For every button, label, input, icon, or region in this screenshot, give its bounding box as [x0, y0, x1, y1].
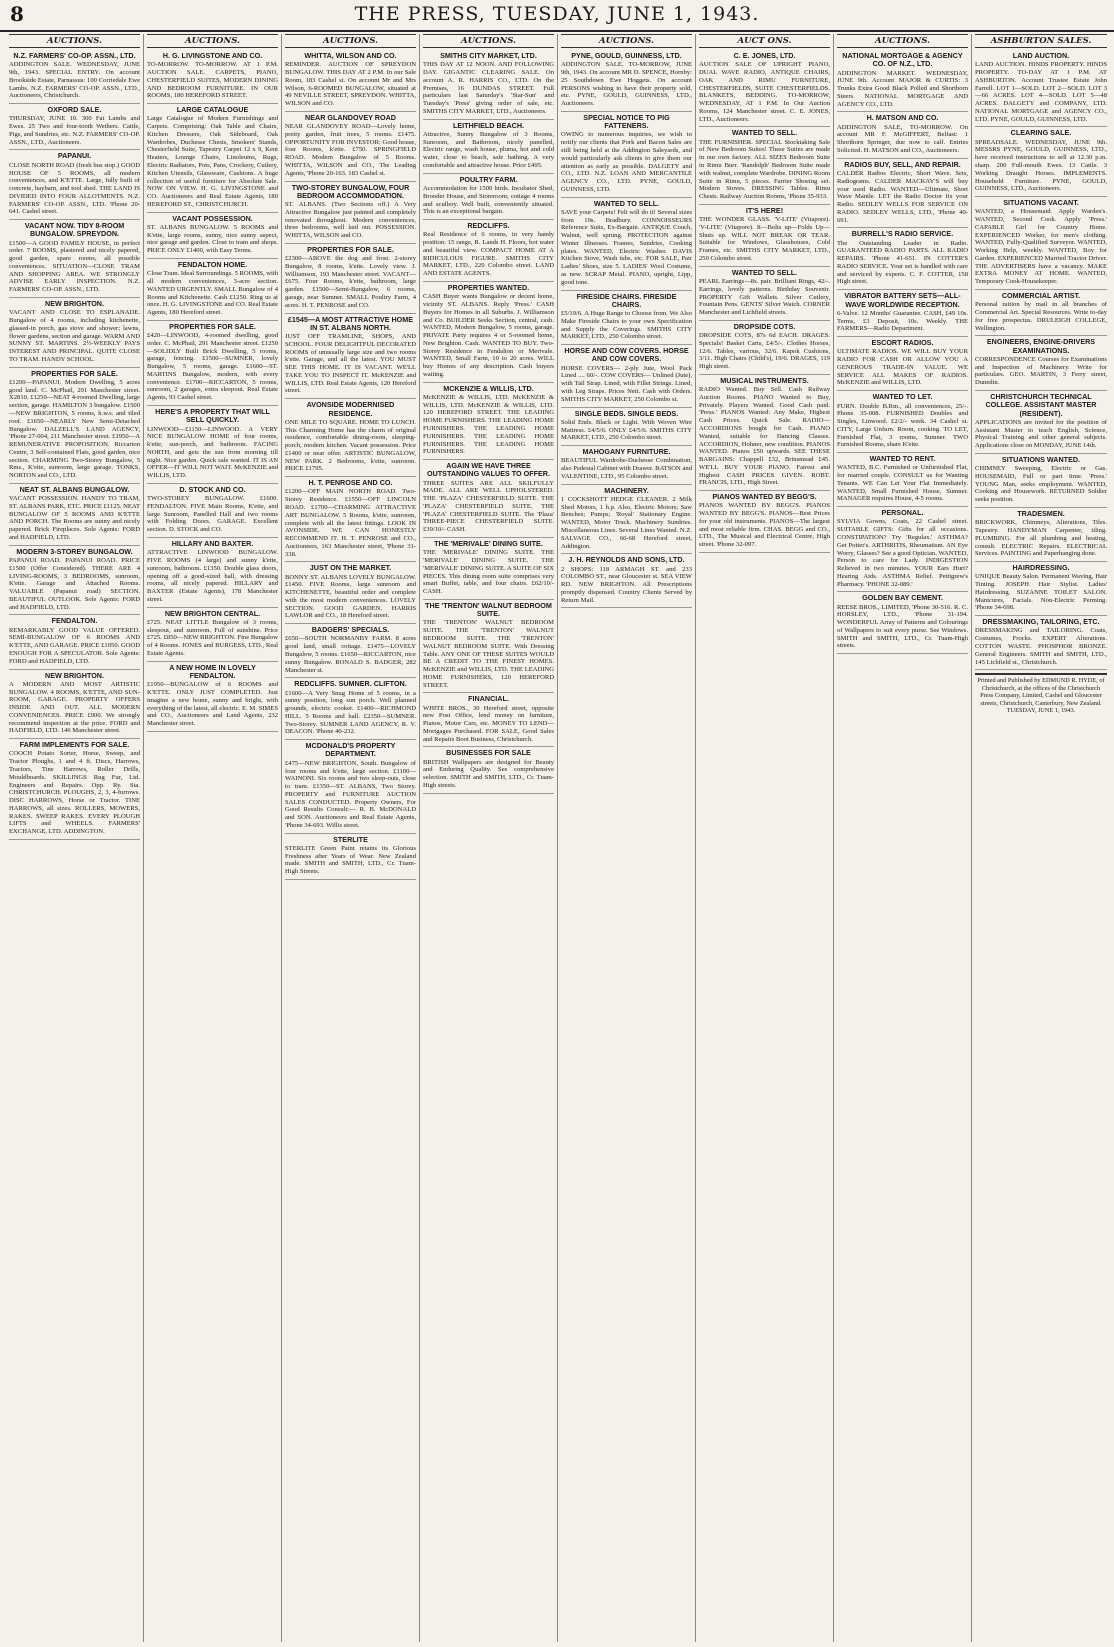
ad-body: FURN. Double B.Rm., all conveniences, 25/-. Phone 35-008. FURNISHED Doubles and Singles, Linwood. £2/2/- week. 34 Cashel st. CITY, Large Unfurn. Room, cooking. TO LET, Furnished Flat, 3 rooms, Sumner. TWO Furnished Rooms, share K'ette.: [837, 402, 968, 449]
ad-body: CLOSE NORTH ROAD (fresh bus stop.) GOOD HOUSE OF 5 ROOMS, all modern conveniences, and K'ETTE. Large, fully built of concrete, haybarn, and tool shed. THE LAND IS DIVIDED INTO FOUR ALLOTMENTS. N.Z. FARMERS' CO-OP. ASSN., LTD. 'Phone 20-641. Cashel street.: [9, 161, 140, 216]
advertisement: [9, 50, 140, 104]
column-heading: AUCTIONS.: [285, 34, 416, 48]
advertisement: [147, 104, 278, 212]
ad-heading: WHITTA, WILSON AND CO.: [304, 51, 397, 60]
advertisement: [837, 337, 968, 391]
ad-body: PIANOS WANTED BY BEGG'S. PIANOS WANTED BY BEGG'S. PIANOS—Best Prices for your old instruments. PIANOS—The largest and most reliable firm. CHAS. BEGG and CO., LTD., The Musical and Electrical Centre, High street. 'Phone 32-097.: [699, 502, 830, 549]
ad-heading: FENDALTON HOME.: [177, 259, 248, 269]
advertisement: [975, 290, 1107, 336]
advertisement: [423, 460, 554, 538]
ad-body: Large Catalogue of Modern Furnishings and Carpets. Comprising: Oak Table and Chairs, Kitchen Dressers, Oak Sideboard, Oak Wardrobes, Duchesse Chests, Smokers' Stands, Chesterfield Suite, Tapestry Carpet 12 x 9, Kent Heaters, Lounge Chairs, Linoleums, Rugs, Electric Radiators, Pots, Pans, Crockery, Cutlery, Kitchen Utensils, Glassware, Cushions. A huge collection of useful furniture for Absolute Sale. NOW ON VIEW. H. G. LIVINGSTONE and CO. Auctioneers and Real Estate Agents, 180 HEREFORD ST., CHRISTCHURCH.: [147, 115, 278, 208]
ad-body: CHIMNEY Sweeping, Electric or Gas. HOUSEMAID, Full or part time. 'Press.' YOUNG Man, seeks employment. WANTED, Cooking and Housework. RETURNED Soldier seeks position.: [975, 465, 1107, 504]
ad-heading: RADIOS BUY, SELL, AND REPAIR.: [844, 159, 961, 169]
advertisement: [837, 453, 968, 507]
advertisement: [285, 562, 416, 624]
ad-heading: SMITHS CITY MARKET, LTD.: [440, 51, 537, 60]
advertisement: [975, 50, 1107, 127]
ad-body: Accommodation for 1500 birds. Incubator Shed, Brooder House, and Storeroom; cottage 4 rooms and scullery. Well built, conveniently situated. This is an exceptional bargain.: [423, 185, 554, 216]
ad-heading: LARGE CATALOGUE: [176, 105, 249, 115]
ad-body: PAPANUI ROAD. PAPANUI ROAD. PRICE £1500 (Offer Considered). THERE ARE 4 LIVING-ROOMS, 3 BEDROOMS, sunroom, K'ette. Garage and Attached Rooms. VALUABLE (Papanui road) SECTION. BEAUTIFUL OUTLOOK. Sole Agents: FORD and HADFIELD, LTD.: [9, 557, 140, 611]
ad-body: £420—LINWOOD, 4-roomed dwelling, good order. C. McPhail, 291 Manchester street. £1250—SOLIDLY Built Brick Dwelling, 5 rooms, garage, fencing. £1500—SUMNER, lovely Bungalow, 5 rooms, garage. £1600—ST. MARTINS Bungalow, modern, with every convenience. £1700—RICCARTON, 5 rooms, sunroom, 2 garages, extra sleepout. Real Estate Agents, 93 Cashel street.: [147, 332, 278, 402]
advertisement: [837, 112, 968, 158]
ad-body: 2 SHOPS: 118 ARMAGH ST. and 233 COLOMBO ST., near Gloucester st. SEA VIEW RD. NEW BRIGHTON. All Prescriptions promptly dispensed. Country Clients Served by Return Mail.: [561, 565, 692, 604]
advertisement: [285, 50, 416, 112]
advertisement: [285, 244, 416, 314]
ad-heading: HAIRDRESSING.: [1012, 563, 1070, 573]
advertisement: [561, 485, 692, 555]
ad-body: REMINDER. AUCTION OF SPREYDON BUNGALOW. THIS DAY AT 2 P.M. In our Sale Room, 183 Cashel st. On account Mr and Mrs Wilson, 6-ROOMED BUNGALOW, situated at 49 NEVILLE STREET, SPREYDON. WHITTA, WILSON and CO.: [285, 61, 416, 108]
ad-heading: NEW BRIGHTON.: [45, 299, 104, 309]
ad-heading: A NEW HOME IN LOVELY FENDALTON.: [169, 662, 256, 681]
ad-heading: LEITHFIELD BEACH.: [452, 120, 525, 130]
advertisement: [9, 298, 140, 368]
ad-heading: ESCORT RADIOS.: [871, 338, 934, 348]
ad-heading: PROPERTIES FOR SALE.: [31, 368, 118, 378]
ad-body: THURSDAY, JUNE 10. 300 Fat Lambs and Ewes. 25 Two and four-tooth Wethers. Cattle, Pigs, and Sundries, etc. N.Z. FARMERS' CO-OP. ASSN., LTD., Auctioneers.: [9, 115, 140, 146]
ad-body: 1 COCKSHOTT HEDGE CLEANER. 2 Milk Shed Motors, 1 h.p. Also, Electric Motors; Saw Benches; Pumps; 'Royal' Stationary Engine. WANTED, Motor Truck. Machinery Sundries. Miscellaneous Lines. Several Lines Wanted. N.Z. SALVAGE CO., 66-68 Hereford street, Addington.: [561, 495, 692, 550]
ad-body: BONNY ST. ALBANS LOVELY BUNGALOW. £1450. FIVE Rooms, large sunroom and KITCHENETTE, beautiful order and complete with the most modern conveniences. LOVELY SECTION. GOOD GARDEN. HARRIS LAWLOR and CO., 18 Hereford street.: [285, 573, 416, 620]
ad-heading: AVONSIDE MODERNISED RESIDENCE.: [306, 400, 395, 418]
advertisement: [9, 546, 140, 616]
advertisement: [285, 477, 416, 562]
ad-heading: D. STOCK AND CO.: [179, 484, 246, 494]
advertisement: [837, 592, 968, 654]
ad-heading: WANTED TO SELL.: [593, 198, 660, 208]
column-2: [144, 34, 282, 1642]
ad-heading: NEAT ST. ALBANS BUNGALOW.: [19, 484, 130, 494]
ad-heading: BADGERS' SPECIALS.: [311, 625, 390, 635]
advertisement: [9, 670, 140, 740]
advertisement: [699, 50, 830, 127]
column-heading: AUCTIONS.: [561, 34, 692, 48]
ad-heading: LAND AUCTION.: [1012, 51, 1070, 60]
ad-heading: FIRESIDE CHAIRS. FIRESIDE CHAIRS.: [576, 291, 677, 309]
column-heading: AUCTIONS.: [147, 34, 278, 48]
ad-heading: NEW BRIGHTON.: [45, 670, 104, 680]
advertisement: [147, 484, 278, 538]
advertisement: [9, 150, 140, 220]
advertisement: [285, 624, 416, 678]
ad-heading: THE 'TRENTON' WALNUT BEDROOM SUITE.: [425, 600, 552, 619]
advertisement: [699, 491, 830, 553]
advertisement: [837, 50, 968, 112]
ad-body: £1500—A GOOD FAMILY HOUSE, in perfect order. 7 ROOMS, plastered and nicely papered, good garden, spare rooms, all possible conveniences. SITUATION—CLOSE TRAM AND SHOPPING AREA. WE STRONGLY ADVISE EARLY INSPECTION. N.Z. FARMERS' CO-OP. ASSN., LTD.: [9, 239, 140, 294]
ad-heading: BURRELL'S RADIO SERVICE.: [851, 229, 954, 239]
ad-heading: SITUATIONS VACANT.: [1003, 198, 1079, 208]
advertisement: [147, 259, 278, 321]
ad-heading: MACHINERY.: [604, 485, 649, 495]
advertisement: [423, 220, 554, 282]
ad-heading: WANTED TO SELL.: [731, 267, 798, 277]
ad-heading: H. G. LIVINGSTONE AND CO.: [162, 51, 263, 60]
ad-heading: MUSICAL INSTRUMENTS.: [720, 375, 809, 385]
ad-heading: POULTRY FARM.: [459, 174, 518, 184]
advertisement: [423, 120, 554, 174]
ad-body: NEAR GLANDOVEY ROAD—Lovely home, pretty garden, fruit trees, 5 rooms. £1475. OPPORTUNITY FOR INVESTOR: Good house, four Rooms, k'ette. £750. SPRINGFIELD ROAD. Modern Bungalow of 5 Rooms. WHITTA, WILSON and CO., The Leading Agents, 'Phone 20-163. 183 Cashel st.: [285, 123, 416, 177]
advertisement: [699, 321, 830, 375]
ad-body: BRICKWORK, Chimneys, Alterations, Tiles. Tapestry. HANDYMAN Carpenter, tiling. PLUMBING. For all plumbing and heating, consult. ELECTRIC Repairs. ELECTRICAL Services. PAINTING and Paperhanging done.: [975, 519, 1107, 558]
column-8: [972, 34, 1110, 1642]
column-heading: AUCTIONS.: [423, 34, 554, 48]
column-5: [558, 34, 696, 1642]
advertisement: [561, 291, 692, 346]
ad-body: VACANT POSSESSION. HANDY TO TRAM, ST. ALBANS PARK, ETC. PRICE £1125. NEAT BUNGALOW OF 5 ROOMS AND K'ETTE AND PORCH. The Rooms are sunny and nicely papered. Brick Fireplaces. Sole Agents: FORD and HADFIELD, LTD.: [9, 495, 140, 541]
ad-body: £650—SOUTH NORMANBY FARM. 8 acres good land, small cottage. £1475—LOVELY Bungalow, 5 rooms. £1650—RICCARTON, nice sunny Bungalow. RONALD S. BADGER, 282 Manchester st.: [285, 635, 416, 674]
ad-body: JUST OFF TRAMLINE, SHOPS, AND SCHOOL. FOUR DELIGHTFUL DECORATED ROOMS of unusually large size and two rooms k'ette. Garage, and all the latest. YOU MUST SEE THIS HOME. IT IS VACANT. WE'LL TAKE YOU TO INSPECT IT. McKENZIE and WILLIS, LTD. Real Estate Agents, 120 Hereford street.: [285, 333, 416, 395]
ad-body: £1950—BUNGALOW of 6 ROOMS and K'ETTE. ONLY JUST COMPLETED. Just imagine a new home, sunny and bright, with everything of the latest, all electric. E. M. SIMES and CO., Auctioneers and Land Agents, 232 Manchester street.: [147, 681, 278, 728]
ad-body: TWO-STOREY BUNGALOW. £1600. FENDALTON. FIVE Main Rooms, K'ette, and large Sunroom, Panelled Hall and two rooms with Folding Doors. GARAGE. Excellent section. D. STOCK and CO.: [147, 495, 278, 534]
ad-heading: HORSE AND COW COVERS. HORSE AND COW COVERS.: [564, 346, 689, 364]
ad-heading: CLEARING SALE.: [1010, 128, 1072, 138]
ad-body: LINWOOD—£1150—LINWOOD. A VERY NICE BUNGALOW HOME of four rooms, k'ette, sun-porch, and bathroom. FACING NORTH, and gets the sun from morning till night. Nice garden. Quick sale wanted. IT IS AN OFFER—IT WILL NOT WAIT. McKENZIE and WILLIS, LTD.: [147, 425, 278, 480]
ad-heading: BUSINESSES FOR SALE: [446, 748, 531, 758]
advertisement: [423, 50, 554, 120]
column-heading: AUCTIONS.: [837, 34, 968, 48]
column-7: [834, 34, 972, 1642]
ad-body: THE 'MERIVALE' DINING SUITE. THE 'MERIVALE' DINING SUITE. THE 'MERIVALE' DINING SUITE. A SUITE OF SIX PIECES. This dining room suite comprises very smart Buffet, table, and four chairs. £62/10/- CASH.: [423, 549, 555, 596]
ad-body: ADDINGTON SALE. TO-MORROW, JUNE 9th, 1943. On account MR D. SPENCE, Hornby: 25 Southdown Ewe Hoggets. On account PERSONS wishing to have their property sold, etc. PYNE, GOULD, GUINNESS, LTD., Auctioneers.: [561, 61, 692, 108]
advertisement: [423, 747, 554, 793]
advertisement: [285, 399, 416, 477]
ad-heading: MCDONALD'S PROPERTY DEPARTMENT.: [305, 741, 396, 759]
ad-body: CASH Buyer wants Bungalow or decent home, vicinity ST. ALBANS. Reply 'Press.' CASH Buyers for Homes in all Suburbs. J. Williamson and Co. BUILDER Seeks Section, central, cash. WANTED, Modern Bungalow, 5 rooms, garage. PRIVATE Party requires 4 or 5-roomed home, New Brighton. Cash. WANTED TO BUY. Two-Storey Residence in Fendalton or Merivale. WANTED, Small Farm, 10 to 20 acres. WILL buy Homes of any description. Cash buyers waiting.: [423, 293, 554, 378]
advertisement: [561, 554, 692, 608]
ad-heading: SINGLE BEDS. SINGLE BEDS.: [574, 408, 679, 418]
ad-body: APPLICATIONS are invited for the position of Assistant Master to teach English, Science, Physical Training and other general subjects. Applications close on MONDAY, JUNE 14th.: [975, 418, 1107, 450]
ad-heading: JUST ON THE MARKET.: [309, 563, 392, 573]
ad-body: THE 'TRENTON' WALNUT BEDROOM SUITE. THE 'TRENTON' WALNUT BEDROOM SUITE. THE 'TRENTON' WALNUT BEDROOM SUITE. With Dressing Table. ANY ONE OF THESE SUITES WOULD BE A CREDIT TO THE FINEST HOMES. McKENZIE and WILLIS, LTD. THE LEADING HOME FURNISHERS, 120 HEREFORD STREET.: [423, 619, 554, 689]
ad-heading: PROPERTIES FOR SALE.: [169, 321, 256, 331]
ad-body: £2300—ABOVE the dog and frost. 2-storey Bungalow, 8 rooms, k'ette. Lovely view. J. Williamson, 193 Manchester street. VACANT—£675. Four Rooms, k'ette, bathroom, large garden. £1500—Semi-Bungalow, 6 rooms, garage, near Sumner. SMALL Poultry Farm, 4 acres. H. T. PENROSE and CO.: [285, 255, 416, 309]
advertisement: [975, 562, 1107, 616]
imprint-footer: [975, 673, 1107, 715]
advertisement: [837, 159, 968, 229]
ad-body: LAND AUCTION. HINDS PROPERTY. HINDS PROPERTY. TO-DAY AT 1 P.M. AT ASHBURTON. Account Trustee Estate John Farrell. LOT 1—SOLD. LOT 2—SOLD. LOT 3—66 ACRES. LOT 4—SOLD. LOT 5—48 ACRES. DALGETY and COMPANY, LTD. NATIONAL MORTGAGE and AGENCY CO., LTD. PYNE, GOULD, GUINNESS, LTD.: [975, 61, 1107, 123]
advertisement: [975, 127, 1107, 197]
ad-body: BRITISH Wallpapers are designed for Beauty and Enduring Quality. See comprehensive selection. SMITH and SMITH, LTD., Cr. Tuam-High streets.: [423, 758, 554, 790]
ad-body: RADIO Wanted. Buy Sell. Cash Railway Auction Rooms. PIANO Wanted to Buy, Privately. Players Wanted. Good Cash paid. 'Press.' PIANOS Wanted: Any Make, Highest Cash Prices. Quick Sale. RADIO—ACCORDIONS bought for Cash. PIANO Wanted, suitable for Dancing Classes. ACCORDION, Hohner, new condition. PIANOS WANTED. Pianos £50 upwards. SEE THESE BARGAINS: Chappell £32, Brinsmead £45. WE'LL BUY YOUR PIANO. Fairest and Highest CASH PRICES GIVEN. ROBT. FRANCIS, LTD., High Street.: [699, 386, 830, 487]
advertisement: [285, 678, 416, 740]
ad-body: DRESSMAKING and TAILORING. Coats, Costumes, Frocks. EXPERT Alterations. COTTON WASTE. PHOSPHOR BRONZE. General Engineers. SMITH and SMITH, LTD., 145 Lichfield st., Christchurch.: [975, 627, 1107, 666]
ad-heading: HERE'S A PROPERTY THAT WILL SELL QUICKLY.: [155, 406, 270, 425]
ad-heading: REDCLIFFS. SUMNER. CLIFTON.: [294, 679, 407, 689]
advertisement: [9, 368, 140, 484]
ad-body: 6-Valve. 12 Months' Guarantee. CASH, £49 10s. Terms, £3 Deposit, 10s. Weekly. THE FARMERS—Radio Department.: [837, 309, 968, 333]
ad-heading: FARM IMPLEMENTS FOR SALE.: [19, 740, 130, 750]
ad-heading: H. T. PENROSE AND CO.: [308, 478, 393, 488]
column-4: [420, 34, 558, 1642]
ad-body: ULTIMATE RADIOS. WE WILL BUY YOUR RADIO FOR CASH OR ALLOW YOU A GENEROUS TRADE-IN VALUE. WE SERVICE ALL MAKES OF RADIOS. McKENZIE and WILLIS, LTD.: [837, 348, 968, 387]
ad-body: SYLVIA Gowns, Coats, 22 Cashel street. SUITABLE GIFTS: Gifts for all occasions. CONSTIPATION? Try 'Regulax.' ASTHMA? Get Potter's. ARTHRITIS, Rheumatism. AN Eye Worry, Glasses? See a good Optician. WANTED, Person to care for Lady. INDIGESTION Relieved in two minutes. YOUR Ears Hurt? Hearing Aids. ASTHMA Relief. Pettigrew's Pharmacy. 'PHONE 32-089.': [837, 518, 968, 588]
ad-body: HORSE COVERS— 2-ply Jute, Wool Pack Lined .... 60/-. COW COVERS— Unlined (Jute), with Tail Strap. Lined, with Fillet Strings. Lined, with Leg Straps. Prices Nett. Cash with Orders. SMITHS CITY MARKET, 250 Colombo st.: [561, 364, 692, 403]
ad-heading: ENGINEERS, ENGINE-DRIVERS EXAMINATIONS.: [986, 337, 1096, 355]
ad-heading: COMMERCIAL ARTIST.: [1001, 290, 1081, 300]
ad-body: Real Residence of 6 rooms, in very handy position. 15 range, R. Lands H. Floors, hot water and beautiful view. COMPACT HOME AT A RIDICULOUS FIGURE. SMITHS CITY MARKET, LTD., 220 Colombo street. LAND AND ESTATE AGENTS.: [423, 231, 554, 278]
ad-heading: SPECIAL NOTICE TO PIG FATTENERS.: [583, 112, 670, 131]
ad-heading: THE 'MERIVALE' DINING SUITE.: [434, 539, 543, 548]
ad-heading: PROPERTIES WANTED.: [447, 282, 530, 292]
advertisement: [147, 406, 278, 484]
masthead: [0, 0, 1114, 32]
ad-body: A MODERN AND MOST ARTISTIC BUNGALOW. 4 ROOMS, K'ETTE, AND SUN-ROOM, GARAGE. PROPERTY OFFERS INSIDE AND OUT. ALL MODERN CONVENIENCES. PRICE £900. We strongly recommend inspection at the price. FORD and HADFIELD, LTD. 146 Manchester street.: [9, 680, 140, 735]
ad-body: Personal tuition by mail in all branches of Commercial Art. Special Resources. Write to-day for free prospectus. DRULEIGH COLLEGE, Wellington.: [975, 301, 1107, 332]
ad-body: PEARL Earrings—8s. pair. Brilliant Rings, 42/-. Earrings, lovely patterns. Birthday Souvenir. PROPERTY Gift Wallets. Silver Cutlery, Fountain Pens. GENTS' Silver Watch. CORNER Manchester and Lichfield streets.: [699, 277, 830, 317]
ad-body: CALDER Radios Electric, Short Wave. Sets, Radiograms. CALDER MACKAY'S will buy your used Radio. WANTED—Ultimate, Short Wave Mantle. LET the Radio Doctor fix your Radio. SEDLEY WELLS FOR SERVICE ON RADIO. SEDLEY WELLS, LTD., 'Phone 40-691.: [837, 170, 968, 224]
advertisement: [561, 345, 692, 407]
advertisement: [837, 290, 968, 337]
advertisement: [9, 220, 140, 298]
advertisement: [699, 375, 830, 491]
advertisement: [423, 383, 554, 460]
ad-heading: PIANOS WANTED BY BEGG'S.: [712, 492, 817, 502]
ad-body: ADDINGTON SALE, TO-MORROW. On account MR F. McGIFFERT, Belfast: 1 Shorthorn Springer, due now to calf. Entries Solicited. H. MATSON and CO., Auctioneers.: [837, 123, 968, 154]
advertisement: [147, 662, 278, 732]
advertisement: [561, 112, 692, 198]
ad-body: UNIQUE Beauty Salon. Permanent Waving, Hair Tinting. JOSEPH Hair Stylist. Ladies' Hairdressing. SUZANNE TOILET SALON. Manicures, Facials. Non-Electric Perming. 'Phone 34-698.: [975, 573, 1107, 612]
ad-body: ADDINGTON SALE. WEDNESDAY, JUNE 9th, 1943. SPECIAL ENTRY. On account Brookside Estate, Parnassus: 100 Corriedale Ewe Lambs. N.Z. FARMERS' CO-OP. ASSN., LTD., Auctioneers, Christchurch.: [9, 61, 140, 100]
advertisement: [147, 538, 278, 608]
ad-heading: MODERN 3-STOREY BUNGALOW.: [16, 546, 133, 556]
ad-body: Solid Ends. Black or Light. With Woven Wire Mattress. £4/5/6. ONLY £4/5/6. SMITHS CITY MARKET, LTD., 250 Colombo street.: [561, 418, 692, 442]
ad-heading: HILLARY AND BAXTER.: [171, 539, 254, 548]
advertisement: [9, 739, 140, 840]
imprint-text: Printed and Published by EDMUND R. HYDE, of Christchurch, at the offices of the Christchurch Press Company, Limited, Cashel and Gloucester streets, Christchurch, Canterbury, New Zealand.: [977, 677, 1105, 707]
ad-body: REMARKABLY GOOD VALUE OFFERED. SEMI-BUNGALOW OF 6 ROOMS AND K'ETTE, AND GARAGE. PRICE £1050. GOOD ENOUGH FOR A SPECULATOR. Sole Agents: FORD and HADFIELD, LTD.: [9, 626, 140, 665]
advertisement: [9, 104, 140, 150]
advertisement: [147, 50, 278, 104]
ad-body: CORRESPONDENCE Courses for Examinations and Inspection of Machinery. Write for particulars. GEO. MARTIN, 3 Ferry street, Dunedin.: [975, 355, 1107, 387]
advertisement: [285, 834, 416, 880]
ad-body: £725. NEAT LITTLE Bungalow of 3 rooms, sleepout, and sunroom. Full of sunshine. Price £725. £850—NEW BRIGHTON. Fine Bungalow of 4 Rooms. JONES and BURGESS, LTD., Real Estate Agents.: [147, 618, 278, 657]
ad-body: VACANT AND CLOSE TO ESPLANADE. Bungalow of 4 rooms, including kitchenette, glassed-in porch, gas stove and shower; lawns, flower gardens, section and garage. WARM AND SUNNY ST. MARTINS. 2½-WEEKLY PAYS INTEREST AND PRINCIPAL. QUITE CLOSE TO TRAM. HANDY SCHOOL.: [9, 309, 140, 363]
advertisement: [975, 454, 1107, 508]
ad-body: COOCH Potato Sorter, Horse, Sweep, and Tractor Ploughs, 1 and 4 ft. Discs, Harrows, Tractors, Tine Harrows, Roller Drills, Mouldboards. SKILLINGS Rug Fur, Ltd. Engineers and Repairs. Opp. Ry. Sta. CHRISTCHURCH. PLOUGHS, 2, 3, 4-furrows. DISC HARROWS, Horse or Tractor. TINE HARROWS, all sizes. ROLLERS, MOWERS, RAKES. SWEEP RAKES. EVERY PLOUGH LIFTS and WHEELS. FARMERS' EXCHANGE, LTD. ADDINGTON.: [9, 750, 140, 836]
ad-heading: IT'S HERE!: [745, 205, 784, 215]
page-number: 8: [10, 2, 24, 26]
ad-heading: MAHOGANY FURNITURE.: [582, 447, 671, 457]
advertisement: [837, 391, 968, 453]
column-heading: ASHBURTON SALES.: [975, 34, 1107, 48]
advertisement: [975, 197, 1107, 290]
ad-heading: DRESSMAKING, TAILORING, ETC.: [982, 617, 1100, 627]
advertisement: [147, 608, 278, 662]
advertisement: [285, 112, 416, 182]
advertisement: [699, 267, 830, 321]
ad-body: Close Tram. Ideal Surroundings. 5 ROOMS, with all modern conveniences, 3-acre section. WANTED URGENTLY. SMALL Bungalow of 4 Rooms and Kitchenette. Cash £1250. Ring us at once. H. G. LIVINGSTONE and CO. Real Estate Agents, 180 Hereford street.: [147, 270, 278, 317]
ad-body: WANTED, a Housemaid. Apply Warden's. WANTED, Second Cook. Apply 'Press.' CAPABLE Girl for Country Home. EXPERIENCED Worker, for men's clothing. WANTED, Fully-Qualified Surveyor. WANTED, Working Help, weekly. WANTED, Boy for Garden. EXPERIENCED Married Tractor Driver. THE ADVERTISERS have a vacancy. MAKE EXTRA MONEY AT HOME. WANTED, Temporary Cook-Housekeeper.: [975, 208, 1107, 286]
ad-heading: PYNE, GOULD, GUINNESS, LTD.: [571, 51, 682, 60]
advertisement: [285, 182, 416, 244]
advertisement: [423, 174, 554, 220]
ad-heading: FINANCIAL.: [468, 694, 509, 704]
ad-heading: DROPSIDE COTS.: [733, 321, 796, 331]
ad-heading: £1545—A MOST ATTRACTIVE HOME IN ST. ALBANS NORTH.: [287, 314, 414, 332]
advertisement: [837, 228, 968, 290]
ad-body: £1200—OFF MAIN NORTH ROAD. Two-Storey Residence. £1550—OFF LINCOLN ROAD. £1700—CHARMING ATTRACTIVE ART BUNGALOW. 5 Rooms, k'ette, sunroom, complete with all the latest fittings. LOOK IN AVONSIDE. WE CAN HONESTLY RECOMMEND IT. H. T. PENROSE and CO., Auctioneers, 163 Manchester street, 'Phone 31-338.: [285, 488, 416, 558]
column-heading: AUCT ONS.: [699, 34, 830, 48]
ad-body: OWING to numerous inquiries, we wish to notify our clients that Pork and Bacon Sales are still being held at the Addington Saleyards, and would particularly ask clients to give them our attention as early as possible. DALGETY and CO., LTD. N.Z. LOAN AND MERCANTILE AGENCY CO., LTD. PYNE, GOULD, GUINNESS, LTD.: [561, 131, 692, 193]
ad-body: £475—NEW BRIGHTON, South. Bungalow of four rooms and k'ette, large section. £1100—WAINONI. Six rooms and two sleep-outs, close to tram. £1350—ST. ALBANS, Two Storey. PROPERTY and FURNITURE AUCTION SALES CONDUCTED. Property Owners, For Good Results Consult:— R. B. McDONALD and SON. Auctioneers and Real Estate Agents, 'Phone 34-693. Willis street.: [285, 759, 416, 829]
advertisement: [147, 213, 278, 259]
ad-heading: GOLDEN BAY CEMENT.: [862, 593, 943, 603]
ad-heading: VACANT POSSESSION.: [172, 213, 253, 223]
ad-body: ATTRACTIVE LINWOOD BUNGALOW. FIVE ROOMS (4 large) and sunny k'ette, sunroom, bathroom. £1350. Double glass doors, opening off a good-sized hall, with dressing rooms, all nicely papered. HILLARY and BAXTER (Estate Agents), 178 Manchester street.: [147, 549, 278, 603]
ad-heading: H. MATSON AND CO.: [866, 113, 939, 123]
advertisement: [699, 127, 830, 204]
advertisement: [837, 507, 968, 592]
advertisement: [147, 321, 278, 406]
ad-body: WANTED, B.C. Furnished or Unfurnished Flat, for married couple. CONSULT us for Wanting Tenants. WE Can Let Your Flat Immediately. WANTED, Small Furnished House, Sumner. MANAGER requires House, 4-5 rooms.: [837, 464, 968, 503]
ad-heading: WANTED TO RENT.: [869, 454, 936, 464]
newspaper-title: THE PRESS, TUESDAY, JUNE 1, 1943.: [354, 3, 760, 25]
ad-body: DROPSIDE COTS, 87s 6d EACH. DRAGES. Specials! Basket Carts, £4/5/-. Clothes Horses, 12/6. Tables, various, 32/6. Kapok Cushions, 3/11. High Chairs (Child's), 19/6. DRAGES, 119 High street.: [699, 332, 830, 371]
imprint-date: TUESDAY, JUNE 1, 1943.: [1006, 707, 1076, 715]
ad-heading: C. E. JONES, LTD.: [733, 51, 796, 60]
ad-heading: STERLITE: [333, 834, 368, 844]
advertisement: [423, 693, 554, 747]
ad-body: STERLITE Green Paint retains its Glorious Freshness after Years of Wear. New Zealand made. SMITH and SMITH, LTD., Cr. Tuam-High Streets.: [285, 844, 416, 876]
ad-heading: VACANT NOW. TIDY 8-ROOM BUNGALOW. SPREYDON.: [24, 221, 125, 239]
ad-heading: MCKENZIE & WILLIS, LTD.: [443, 383, 534, 393]
ad-body: The Outstanding Leader in Radio. GUARANTEED RADIO PARTS. ALL RADIO REPAIRS. 'Phone 41-651. IN COTTER'S RADIO SERVICE. Your set is handled with care and serviced by experts. C. F. COTTER, 158 High street.: [837, 239, 968, 286]
ad-heading: SITUATIONS WANTED.: [1001, 454, 1081, 464]
ad-body: £1200—PAPANUI. Modern Dwelling, 5 acres good land. C. McPhail, 291 Manchester street. X2810. £1250—NEAT 4-roomed Dwelling, large section, garage. HAMILTON 3 bungalow. £1500—NEW BRIGHTON, 5 rooms, h.w.s. and tiled roof. £1650—NEARLY New Semi-Detached Bungalow. DALZELL'S LAND AGENCY, 'Phone 27-004, 211 Manchester street. £1950—A REMUNERATIVE PROPOSITION. Riccarton Centre, 3 Self-contained Flats, good garden, nice section. CHARMING Two-Storey Bungalow, 5 Rms., K'ette, sunroom, large garage. TONKS, NORTON and CO., LTD.: [9, 378, 140, 480]
ad-heading: FENDALTON.: [51, 616, 98, 626]
ad-heading: WANTED TO SELL.: [731, 128, 798, 138]
advertisement: [423, 538, 554, 600]
advertisement: [561, 446, 692, 485]
classified-columns: [6, 34, 1110, 1642]
ad-body: THE FURNISHER. SPECIAL Stocktaking Sale of New Bedroom Suites! These Suites are made in our own factory. ALL SIZES Bedroom Suite in Rimu Burr. 'Randolph' Bedroom Suite made with walnut, complete Wardrobe. DINING Room Suite in Rimu, 5 pieces. Farrier Shoeing set. Modern Stoves. DRESSING Tables. Rimu Chests. Railway Auction Rooms, 'Phone 35-933.: [699, 138, 830, 201]
ad-heading: REDCLIFFS.: [467, 221, 510, 231]
ad-body: REESE BROS., LIMITED, 'Phone 30-516. R. C. HORSLEY, LTD., 'Phone 31-194. WONDERFUL Array of Patterns and Colourings of Wallpapers to suit every purse. See Windows. SMITH and SMITH, LTD., Cr. Tuam-High streets.: [837, 603, 968, 650]
advertisement: [285, 740, 416, 833]
advertisement: [9, 484, 140, 546]
ad-heading: NEAR GLANDOVEY ROAD: [305, 112, 396, 122]
ad-heading: CHRISTCHURCH TECHNICAL COLLEGE. ASSISTANT MASTER (RESIDENT).: [985, 391, 1097, 418]
column-3: [282, 34, 420, 1642]
ad-heading: N.Z. FARMERS' CO-OP. ASSN., LTD.: [13, 51, 136, 60]
ad-body: SAVE your Carpets! Felt will do it! Several sizes from 10s. Bradbury. CONNOISSEURS Reference Suits, Ex-Bargain. ANTIQUE Couch, Walnut, well sprung. PROTECTION against Winter Illnesses. Frames, Sundries, Cooking plates. WANTED, Electric Washer. DAVIS Kitchen Stove, Wash tubs, etc. FOR SALE, Pair Ladies' Shoes, size 5. LADIES' Wool Costume, as new. SCRAP Metal. PIANO, upright, Lipp, good tone.: [561, 208, 692, 286]
column-6: [696, 34, 834, 1642]
advertisement: [975, 391, 1107, 454]
advertisement: [975, 616, 1107, 670]
column-heading: AUCTIONS.: [9, 34, 140, 48]
ad-body: McKENZIE & WILLIS, LTD. McKENZIE & WILLIS, LTD. McKENZIE & WILLIS, LTD. 120 HEREFORD STREET. THE LEADING HOME FURNISHERS. THE LEADING HOME FURNISHERS. THE LEADING HOME FURNISHERS. THE LEADING HOME FURNISHERS. THE LEADING HOME FURNISHERS.: [423, 393, 554, 456]
ad-heading: TWO-STOREY BUNGALOW, FOUR BEDROOM ACCOMMODATION.: [291, 182, 410, 200]
ad-body: TO-MORROW. TO-MORROW. AT 1 P.M. AUCTION SALE. CARPETS, PIANO, CHESTERFIELD SUITES, MODERN DINING AND BEDROOM FURNITURE. IN OUR ROOMS, 180 HEREFORD STREET.: [147, 61, 278, 100]
advertisement: [561, 50, 692, 112]
ad-heading: PAPANUI.: [57, 151, 92, 161]
ad-heading: AGAIN WE HAVE THREE OUTSTANDING VALUES TO OFFER.: [427, 461, 550, 479]
ad-heading: PERSONAL.: [881, 508, 924, 518]
ad-heading: VIBRATOR BATTERY SETS—ALL-WAVE WORLDWIDE RECEPTION.: [844, 291, 961, 309]
advertisement: [699, 205, 830, 267]
ad-body: Attractive, Sunny Bungalow of 3 Rooms, Sunroom, and Bathroom, nicely panelled, Electric range, wash house, pluma, hot and cold water, close to beach, safe bathing. A very comfortable and attractive house. Price £495.: [423, 130, 554, 169]
ad-body: BEAUTIFUL Wardrobe-Duchesse Combination, also Pedestal Cabinet with Drawer. BATSON and VALENTINE, LTD., 95 Colombo street.: [561, 457, 692, 480]
ad-body: ST. ALBANS BUNGALOW. 5 ROOMS and K'ette, large rooms, sunny, nice sunny aspect, nice garage and garden. Close to tram and shops. PRICE ONLY £1400, with Easy Terms.: [147, 223, 278, 255]
ad-heading: NATIONAL MORTGAGE & AGENCY CO. OF N.Z., LTD.: [842, 51, 963, 69]
advertisement: [285, 314, 416, 400]
ad-heading: TRADESMEN.: [1017, 508, 1065, 518]
ad-body: ADDINGTON MARKET. WEDNESDAY, JUNE 9th. Account MAJOR & CURTIS: 3 Trunks Extra Good Black Polled and Shorthorn Steers. NATIONAL MORTGAGE AND AGENCY CO., LTD.: [837, 69, 968, 108]
ad-body: AUCTION SALE OF UPRIGHT PIANO, DUAL WAVE RADIO, ANTIQUE CHAIRS, OAK AND RIMU FURNITURE, CHESTERFIELDS, SUITE CHESTERFIELDS. BLANKETS, BEDDING. TO-MORROW, WEDNESDAY, AT 1 P.M. In Our Auction Rooms, 124 Manchester street. C. E. JONES, LTD., Auctioneers.: [699, 61, 830, 123]
ad-heading: NEW BRIGHTON CENTRAL.: [164, 608, 261, 618]
advertisement: [975, 508, 1107, 562]
advertisement: [975, 336, 1107, 391]
ad-heading: PROPERTIES FOR SALE.: [307, 244, 394, 254]
advertisement: [423, 600, 554, 693]
advertisement: [561, 408, 692, 447]
ad-body: ST. ALBANS. (Two Sections off.) A Very Attractive Bungalow just painted and completely renovated throughout. Modern conveniences, three bedrooms, well laid out. POSSESSION. WHITTA, WILSON and CO.: [285, 201, 416, 240]
advertisement: [9, 615, 140, 669]
advertisement: [423, 282, 554, 383]
ad-heading: WANTED TO LET.: [872, 392, 933, 402]
ad-body: ONE MILE TO SQUARE. HOME TO LUNCH. This Charming Home has the charm of original residence, comfortable dining-room, sleeping-porch, modern kitchen. Vacant possession. Price £1400 or near offer. ARTISTIC BUNGALOW, NEW PARK. 2 Bedrooms, k'ette, sunroom. PRICE £1795.: [285, 418, 416, 473]
ad-body: THIS DAY AT 12 NOON. AND FOLLOWING DAY. GIGANTIC CLEARING SALE. On account A. R. HARRIS CO., LTD. On the Premises, 16 DUNDAS STREET. Full particulars last Saturday's 'Star-Sun' and Tuesday's 'Press' giving order of sale, etc. SMITHS CITY MARKET, LTD., Auctioneers.: [423, 61, 554, 115]
ad-body: WHITE BROS., 30 Hereford street, opposite new Post Office, lend money on furniture, Pianos, Motor Cars, etc. MONEY TO LEND—Mortgages Purchased. FOR SALE, Good Sales and Repairs Boot Business, Christchurch.: [423, 704, 554, 743]
ad-body: THREE SUITES ARE ALL SKILFULLY MADE. ALL ARE WELL UPHOLSTERED. THE 'PLAZA' CHESTERFIELD SUITE. THE 'PLAZA' CHESTERFIELD SUITE. THE 'PLAZA' CHESTERFIELD SUITE. The 'Plaza' THREE-PIECE CHESTERFIELD SUITE. £39/10/- CASH.: [423, 479, 554, 534]
ad-body: THE WONDER GLASS. 'V-LITE' (Vitapore). 'V-LITE' (Vitapore). It—Bolts up—Folds Up—Shuts up. WILL NOT BREAK OR TEAR. Suitable for Windows, Glasshouses, Cold Frames, etc. SMITHS CITY MARKET, LTD., 250 Colombo street.: [699, 216, 830, 262]
ad-body: £1600—A Very Snug Home of 5 rooms, in a sunny position, long sun porch. Well planned grounds, electric cooker. £1400—RICHMOND HILL. 5 Rooms and hall. £2350—SUMNER. Two-Storey. SUMNER LAND AGENCY, R. V. DEACON. 'Phone 40-232.: [285, 689, 416, 736]
ad-heading: OXFORD SALE.: [47, 105, 102, 115]
column-1: [6, 34, 144, 1642]
advertisement: [561, 198, 692, 291]
ad-body: SPREADSALE. WEDNESDAY, JUNE 9th. MESSRS PYNE, GOULD, GUINNESS, LTD., have received instructions to sell at 12.30 p.m. sharp. 200 Full-mouth Ewes. 13 Cattle. 3 Working Draught Horses. IMPLEMENTS. Household Furniture. PYNE, GOULD, GUINNESS, LTD., Auctioneers.: [975, 138, 1107, 193]
ad-heading: J. H. REYNOLDS AND SONS, LTD.: [568, 555, 685, 565]
ad-body: £5/19/6. A Huge Range to Choose from. We Also Make Fireside Chairs to your own Specification and Supply the Coverings. SMITHS CITY MARKET, LTD., 250 Colombo street.: [561, 310, 692, 341]
